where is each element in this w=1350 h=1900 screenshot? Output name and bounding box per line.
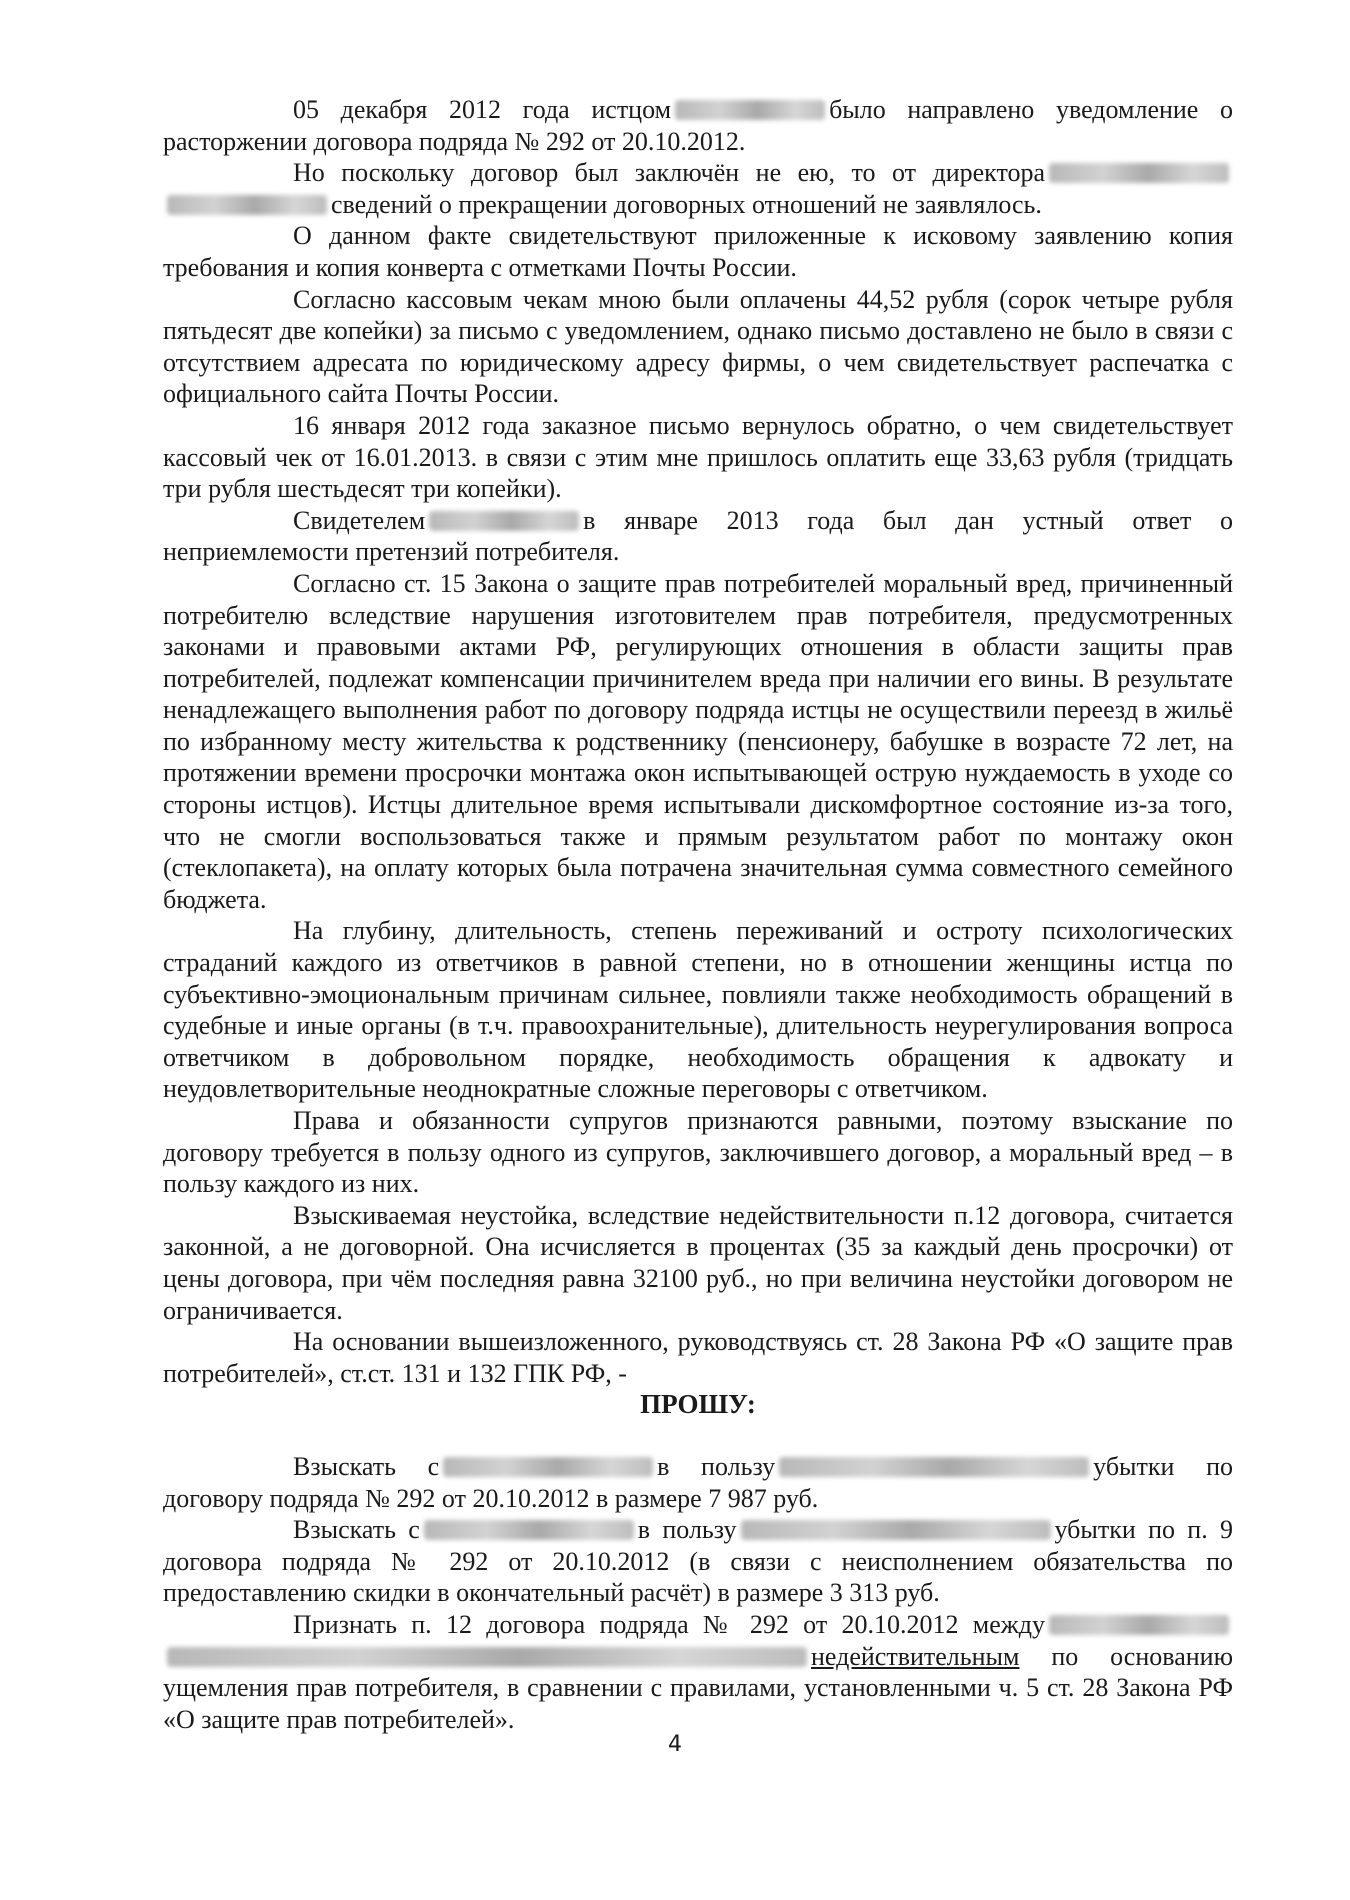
document-body	[163, 94, 1233, 1735]
paragraph-notice: 05 декабря 2012 года истцом было направлено уведомление о расторжении договора подряда № 292 от 20.10.2012.	[163, 95, 1233, 156]
redacted-name	[741, 1520, 1051, 1540]
page-number: 4	[668, 1732, 682, 1757]
paragraph-penalty: Взыскиваемая неустойка, вследствие недействительности п.12 договора, считается законной, а не договорной. Она исчисляется в процентах (35 за каждый день просрочки) от цены договора, при чём последняя равна 32100 руб., но при величина неустойки договором не ограничивается.	[163, 1200, 1233, 1325]
paragraph-basis: На основании вышеизложенного, руководствуясь ст. 28 Закона РФ «О защите прав потребителей», ст.ст. 131 и 132 ГПК РФ, -	[163, 1327, 1233, 1388]
redacted-company	[424, 1520, 634, 1540]
redacted-name	[429, 511, 579, 531]
paragraph-receipts: Согласно кассовым чекам мною были оплачены 44,52 рубля (сорок четыре рубля пятьдесят две копейки) за письмо с уведомлением, однако письмо доставлено не было в связи с отсутствием адресата по юридическому адресу фирмы, о чем свидетельствует распечатка с официального сайта Почты России.	[163, 284, 1233, 409]
invalid-underlined: недействительным	[811, 1641, 1020, 1671]
redacted-name	[167, 195, 327, 215]
request-heading: ПРОШУ:	[640, 1389, 756, 1420]
paragraph-witness: Свидетелем в январе 2013 года был дан устный ответ о неприемлемости претензий потребителя.	[163, 505, 1233, 567]
redacted-company	[1049, 163, 1229, 183]
paragraph-returned-letter: 16 января 2012 года заказное письмо вернулось обратно, о чем свидетельствует кассовый чек от 16.01.2013. в связи с этим мне пришлось оплатить еще 33,63 рубля (тридцать три рубля шестьдесят три копейки).	[163, 410, 1233, 504]
redacted-company	[443, 1457, 653, 1477]
paragraph-spouses: Права и обязанности супругов признаются равными, поэтому взыскание по договору требуется в пользу одного из супругов, заключившего договор, а моральный вред – в пользу каждого из них.	[163, 1106, 1233, 1199]
paragraph-evidence: О данном факте свидетельствуют приложенные к исковому заявлению копия требования и копия конверта с отметками Почты России.	[163, 221, 1233, 282]
redacted-company	[1049, 1615, 1229, 1635]
request-item-3: Признать п. 12 договора подряда № 292 от 20.10.2012 междунедействительным по основанию ущемления прав потребителя, в сравнении с правилами, установленными ч. 5 ст. 28 Закона РФ «О защите прав потребителей».	[163, 1609, 1233, 1734]
redacted-name	[675, 100, 825, 120]
redacted-parties	[167, 1647, 807, 1667]
paragraph-moral-damage: Согласно ст. 15 Закона о защите прав потребителей моральный вред, причиненный потребителю вследствие нарушения изготовителем прав потребителя, предусмотренных законами и правовыми актами РФ, регулирующих отношения в области защиты прав потребителей, подлежат компенсации причинителем вреда при наличии его вины. В результате ненадлежащего выполнения работ по договору подряда истцы не осуществили переезд в жильё по избранному месту жительства к родственнику (пенсионеру, бабушке в возрасте 72 лет, на протяжении времени просрочки монтажа окон испытывающей острую нуждаемость в уходе со стороны истцов). Истцы длительное время испытывали дискомфортное состояние из-за того, что не смогли воспользоваться также и прямым результатом работ по монтажу окон (стеклопакета), на оплату которых была потрачена значительная сумма совместного семейного бюджета.	[163, 568, 1233, 914]
request-item-1: Взыскать с в пользу убытки по договору подряда № 292 от 20.10.2012 в размере 7 987 руб.	[163, 1451, 1233, 1513]
paragraph-contract: Но поскольку договор был заключён не ею, то от директорасведений о прекращении договорных отношений не заявлялось.	[163, 157, 1233, 220]
redacted-name	[779, 1457, 1089, 1477]
paragraph-suffering: На глубину, длительность, степень переживаний и остроту психологических страданий каждого из ответчиков в равной степени, но в отношении женщины истца по субъективно-эмоциональным причинам сильнее, повлияли также необходимость обращений в судебные и иные органы (в т.ч. правоохранительные), длительность неурегулирования вопроса ответчиком в добровольном порядке, необходимость обращения к адвокату и неудовлетворительные неоднократные сложные переговоры с ответчиком.	[163, 916, 1233, 1104]
request-item-2: Взыскать с в пользу убытки по п. 9 договора подряда № 292 от 20.10.2012 (в связи с неисполнением обязательства по предоставлению скидки в окончательный расчёт) в размере 3 313 руб.	[163, 1515, 1234, 1608]
